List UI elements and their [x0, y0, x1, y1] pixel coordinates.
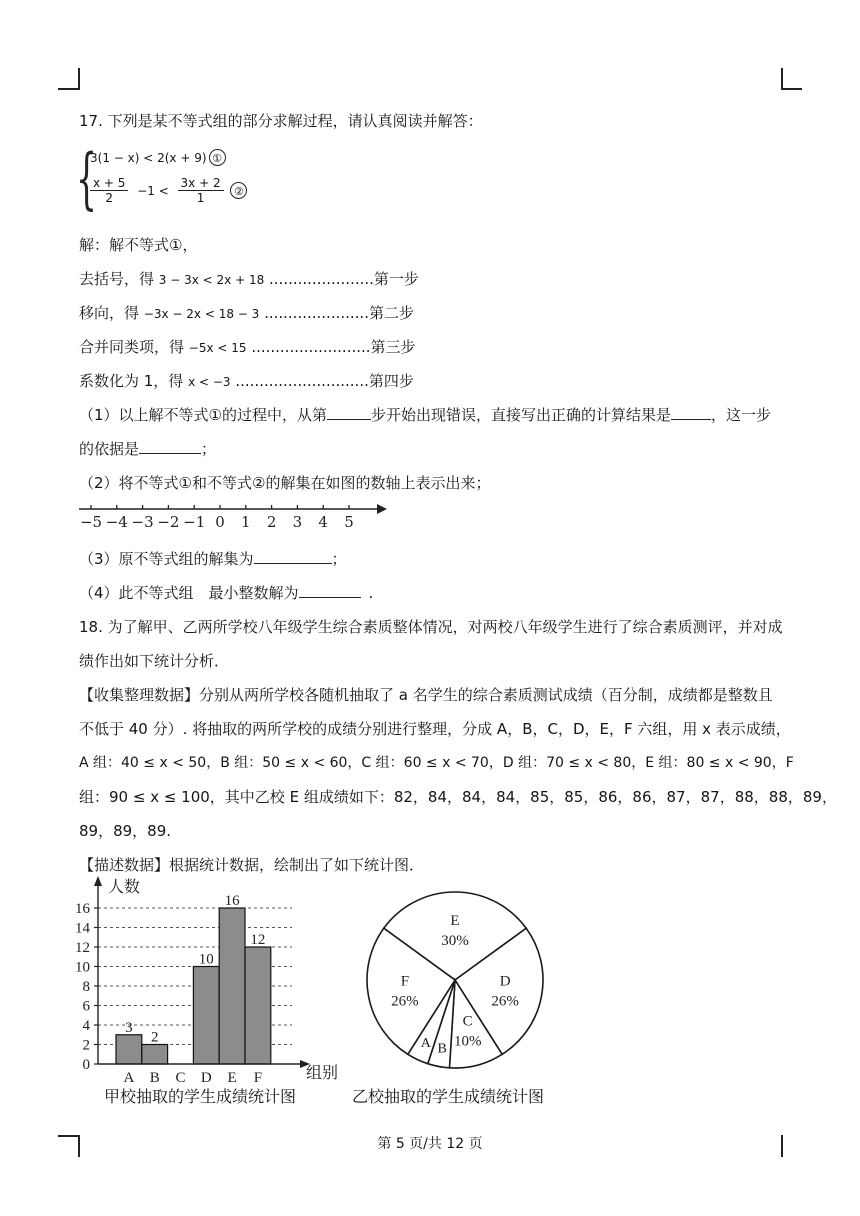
bar-data-label: 10: [198, 951, 214, 968]
step-3-math: −5x < 15: [188, 341, 247, 355]
q18-collect-2: 不低于 40 分）. 将抽取的两所学校的成绩分别进行整理，分成 A，B，C，D，E，F 六组，用 x 表示成绩，: [79, 720, 791, 738]
bar-chart-ytick-label: 4: [82, 1018, 90, 1034]
inequality-1: [90, 148, 226, 166]
inequality-1-mark: ①: [209, 149, 226, 166]
bar-chart-ytick-label: 6: [82, 998, 90, 1015]
number-line-label: −2: [157, 513, 180, 531]
fraction-2-denominator: 1: [196, 191, 205, 205]
part-1-line-2: [79, 438, 216, 459]
part-4-text-b: .: [368, 584, 374, 602]
bar-F: [245, 947, 271, 1064]
bar-category-label: E: [227, 1070, 237, 1086]
part-1-blank-result: [671, 405, 711, 420]
bar-chart-ytick-label: 8: [82, 979, 90, 995]
fraction-1-denominator: 2: [105, 191, 114, 205]
step-2-math: −3x − 2x < 18 − 3: [143, 307, 260, 321]
part-1-blank-basis: [139, 439, 201, 454]
bar-D: [193, 967, 219, 1065]
number-line-label: 5: [344, 513, 354, 531]
number-line-arrow: [377, 504, 387, 514]
number-line-label: −5: [79, 513, 103, 531]
pie-label: E: [450, 912, 460, 929]
inequality-2-mark: ②: [230, 182, 247, 199]
bar-chart-xlabel: 组别: [306, 1065, 339, 1082]
bar-chart-ytick-label: 0: [82, 1057, 90, 1073]
number-line-label: 1: [241, 513, 251, 531]
part-1-text-a: （1）以上解不等式①的过程中，从第: [79, 406, 327, 424]
part-3: [79, 548, 347, 569]
bar-B: [142, 1045, 168, 1065]
number-line-label: 2: [266, 513, 277, 531]
page-footer: 第 5 页/共 12 页: [377, 1136, 483, 1152]
system-brace: {: [76, 140, 97, 217]
inequality-2-middle: −1 <: [137, 184, 169, 198]
number-line-label: −3: [131, 513, 154, 531]
step-2-dots: ......................第二步: [264, 304, 414, 322]
number-line-label: −4: [105, 513, 128, 531]
number-line-label: 4: [318, 513, 328, 531]
pie-chart-title: 乙校抽取的学生成绩统计图: [352, 1087, 545, 1106]
pie-percent: 30%: [441, 932, 469, 949]
part-1-text-b: 步开始出现错误，直接写出正确的计算结果是: [371, 406, 672, 424]
part-3-text-a: （3）原不等式组的解集为: [79, 550, 254, 568]
pie-label: D: [499, 973, 511, 990]
bar-data-label: 12: [250, 932, 266, 948]
inequality-2: [90, 176, 247, 205]
fraction-1-numerator: x + 5: [90, 176, 128, 191]
q18-intro-1: 18. 为了解甲、乙两所学校八年级学生综合素质整体情况，对两校八年级学生进行了综合素质测评，并对成: [79, 618, 783, 636]
pie-percent: 26%: [491, 993, 519, 1010]
step-3-label: 合并同类项，得: [79, 338, 185, 356]
bar-data-label: 3: [125, 1019, 133, 1036]
number-line: [75, 498, 395, 534]
bar-chart-ytick-label: 14: [75, 920, 90, 937]
inequality-2-fraction-2: [178, 176, 224, 205]
bar-category-label: A: [123, 1070, 135, 1086]
bar-category-label: B: [149, 1070, 160, 1086]
school-a-bar-chart: [70, 874, 340, 1086]
part-2: （2）将不等式①和不等式②的解集在如图的数轴上表示出来；: [79, 474, 491, 492]
part-1-blank-step: [327, 405, 371, 420]
fraction-2-numerator: 3x + 2: [178, 176, 224, 191]
q18-collect-1: 【收集整理数据】分别从两所学校各随机抽取了 a 名学生的综合素质测试成绩（百分制，成绩都是整数且: [79, 686, 773, 704]
pie-percent: 10%: [453, 1033, 482, 1050]
part-1-line-1: [79, 404, 771, 425]
bar-E: [219, 908, 245, 1064]
pie-label: F: [400, 973, 410, 990]
crop-mark-top-left-v: [78, 68, 80, 90]
q18-collect-4: 组：90 ≤ x ≤ 100，其中乙校 E 组成绩如下：82，84，84，84，85，85，86，86，87，87，88，88，89，: [79, 788, 837, 806]
part-4: [79, 582, 373, 603]
q18-collect-3: A 组：40 ≤ x < 50，B 组：50 ≤ x < 60，C 组：60 ≤ x < 70，D 组：70 ≤ x < 80，E 组：80 ≤ x < 90，F: [79, 755, 794, 771]
bar-data-label: 16: [224, 893, 240, 909]
crop-mark-top-right-v: [781, 68, 783, 90]
school-b-pie-chart: [360, 885, 550, 1075]
bar-chart-ytick-label: 16: [75, 901, 90, 917]
part-4-text-a: （4）此不等式组 最小整数解为: [79, 584, 299, 602]
bar-chart-ytick-label: 2: [82, 1037, 90, 1054]
step-1-math: 3 − 3x < 2x + 18: [158, 273, 265, 287]
part-1-text-c: ，这一步: [711, 406, 772, 424]
q18-intro-2: 绩作出如下统计分析．: [79, 652, 230, 670]
number-line-label: 3: [292, 513, 303, 531]
bar-chart-ytick-label: 10: [75, 959, 90, 976]
part-3-blank: [254, 549, 332, 564]
solution-title: 解：解不等式①，: [79, 236, 198, 254]
inequality-1-expr: 3(1 − x) < 2(x + 9): [90, 151, 207, 165]
step-1-dots: ......................第一步: [269, 270, 419, 288]
step-1-label: 去括号，得: [79, 270, 155, 288]
pie-label: C: [462, 1013, 473, 1030]
step-4-dots: ............................第四步: [235, 372, 414, 390]
q18-collect-5: 89，89，89.: [79, 822, 172, 840]
part-4-blank: [299, 583, 361, 598]
step-2-label: 移向，得: [79, 304, 140, 322]
q18-describe: 【描述数据】根据统计数据，绘制出了如下统计图．: [79, 856, 425, 874]
step-4: [79, 370, 414, 391]
bar-category-label: F: [253, 1070, 263, 1086]
bar-chart-y-arrow: [94, 876, 102, 886]
pie-label: A: [420, 1036, 431, 1052]
number-line-label: −1: [183, 513, 206, 531]
step-2: [79, 302, 414, 323]
pie-label: B: [437, 1041, 447, 1057]
step-3: [79, 336, 416, 357]
step-1: [79, 268, 419, 289]
crop-mark-top-left-h: [58, 88, 79, 90]
bar-category-label: C: [175, 1070, 186, 1086]
bar-chart-ytick-label: 12: [75, 940, 90, 956]
inequality-2-fraction-1: [90, 176, 128, 205]
part-1-text-e: ；: [201, 440, 217, 458]
step-4-math: x < −3: [188, 375, 231, 389]
step-3-dots: .........................第三步: [251, 338, 416, 356]
part-3-text-b: ；: [331, 550, 347, 568]
bar-data-label: 2: [150, 1029, 159, 1046]
bar-chart-ylabel: 人数: [108, 879, 141, 896]
part-1-text-d: 的依据是: [79, 440, 140, 458]
step-4-label: 系数化为 1，得: [79, 372, 184, 390]
number-line-label: 0: [215, 513, 225, 531]
bar-A: [116, 1035, 142, 1064]
q17-intro: 17. 下列是某不等式组的部分求解过程，请认真阅读并解答：: [79, 112, 483, 130]
pie-percent: 26%: [391, 993, 419, 1010]
bar-chart-title: 甲校抽取的学生成绩统计图: [104, 1087, 297, 1106]
bar-category-label: D: [200, 1070, 212, 1086]
crop-mark-top-right-h: [781, 88, 802, 90]
